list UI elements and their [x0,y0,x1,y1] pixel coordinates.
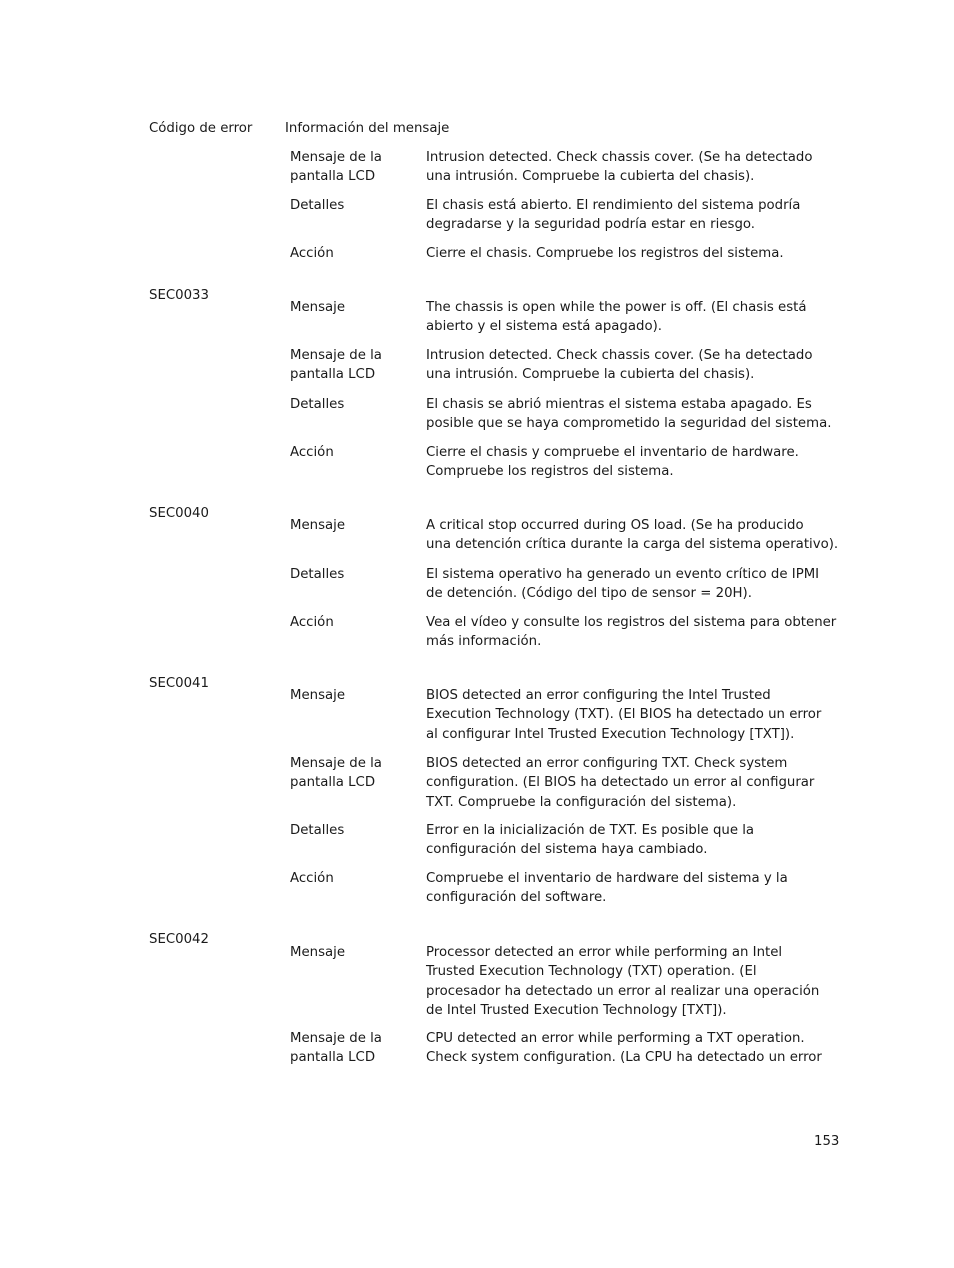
entry-label: Acción [290,615,334,630]
column-header-code: Código de error [149,121,253,136]
entry-text: Vea el vídeo y consulte los registros del sistema para obtener más información. [426,615,837,650]
entry-text: Compruebe el inventario de hardware del sistema y la configuración del software. [426,871,788,906]
error-code: SEC0041 [149,676,209,691]
error-code: SEC0042 [149,932,209,947]
entry-label: Detalles [290,397,345,412]
entry-text: El sistema operativo ha generado un evento crítico de IPMI de detención. (Código del tipo de sensor = 20H). [426,567,820,602]
entry-text: Intrusion detected. Check chassis cover. (Se ha detectado una intrusión. Compruebe la cubierta del chasis). [426,348,813,383]
entry-text: Cierre el chasis y compruebe el inventario de hardware. Compruebe los registros del sistema. [426,445,799,480]
entry-text: El chasis se abrió mientras el sistema estaba apagado. Es posible que se haya comprometido la seguridad del sistema. [426,397,832,432]
entry-text: Processor detected an error while performing an Intel Trusted Execution Technology (TXT) operation. (El procesador ha detectado un error al realizar una operación de Intel Trusted Execution Technology [TXT]). [426,945,820,1018]
entry-text: A critical stop occurred during OS load. (Se ha producido una detención crítica durante la carga del sistema operativo). [426,518,839,553]
entry-label: Mensaje [290,688,346,703]
error-code: SEC0040 [149,506,209,521]
entry-label: Mensaje [290,518,346,533]
error-code: SEC0033 [149,288,209,303]
entry-text: BIOS detected an error configuring TXT. Check system configuration. (El BIOS ha detectado un error al configurar TXT. Compruebe la configuración del sistema). [426,756,815,810]
entry-label: Mensaje [290,300,346,315]
page-number: 153 [814,1134,840,1149]
entry-label: Detalles [290,198,345,213]
entry-label: Detalles [290,567,345,582]
entry-label: Detalles [290,823,345,838]
entry-text: BIOS detected an error configuring the Intel Trusted Execution Technology (TXT). (El BIOS ha detectado un error al configurar Intel Trusted Execution Technology [TXT]). [426,688,822,742]
entry-label: Acción [290,246,334,261]
entry-label: Acción [290,871,334,886]
entry-text: CPU detected an error while performing a TXT operation. Check system configuration. (La CPU ha detectado un error [426,1031,822,1066]
entry-text: The chassis is open while the power is off. (El chasis está abierto y el sistema está apagado). [426,300,807,335]
entry-text: El chasis está abierto. El rendimiento del sistema podría degradarse y la seguridad podría estar en riesgo. [426,198,801,233]
entry-text: Intrusion detected. Check chassis cover. (Se ha detectado una intrusión. Compruebe la cubierta del chasis). [426,150,813,185]
column-header-info: Información del mensaje [285,121,450,136]
entry-label: Mensaje de la pantalla LCD [290,1031,382,1066]
entry-label: Mensaje de la pantalla LCD [290,348,382,383]
entry-label: Mensaje de la pantalla LCD [290,150,382,185]
entry-text: Error en la inicialización de TXT. Es posible que la configuración del sistema haya cambiado. [426,823,755,858]
entry-label: Mensaje [290,945,346,960]
entry-label: Mensaje de la pantalla LCD [290,756,382,791]
entry-label: Acción [290,445,334,460]
entry-text: Cierre el chasis. Compruebe los registros del sistema. [426,246,784,261]
